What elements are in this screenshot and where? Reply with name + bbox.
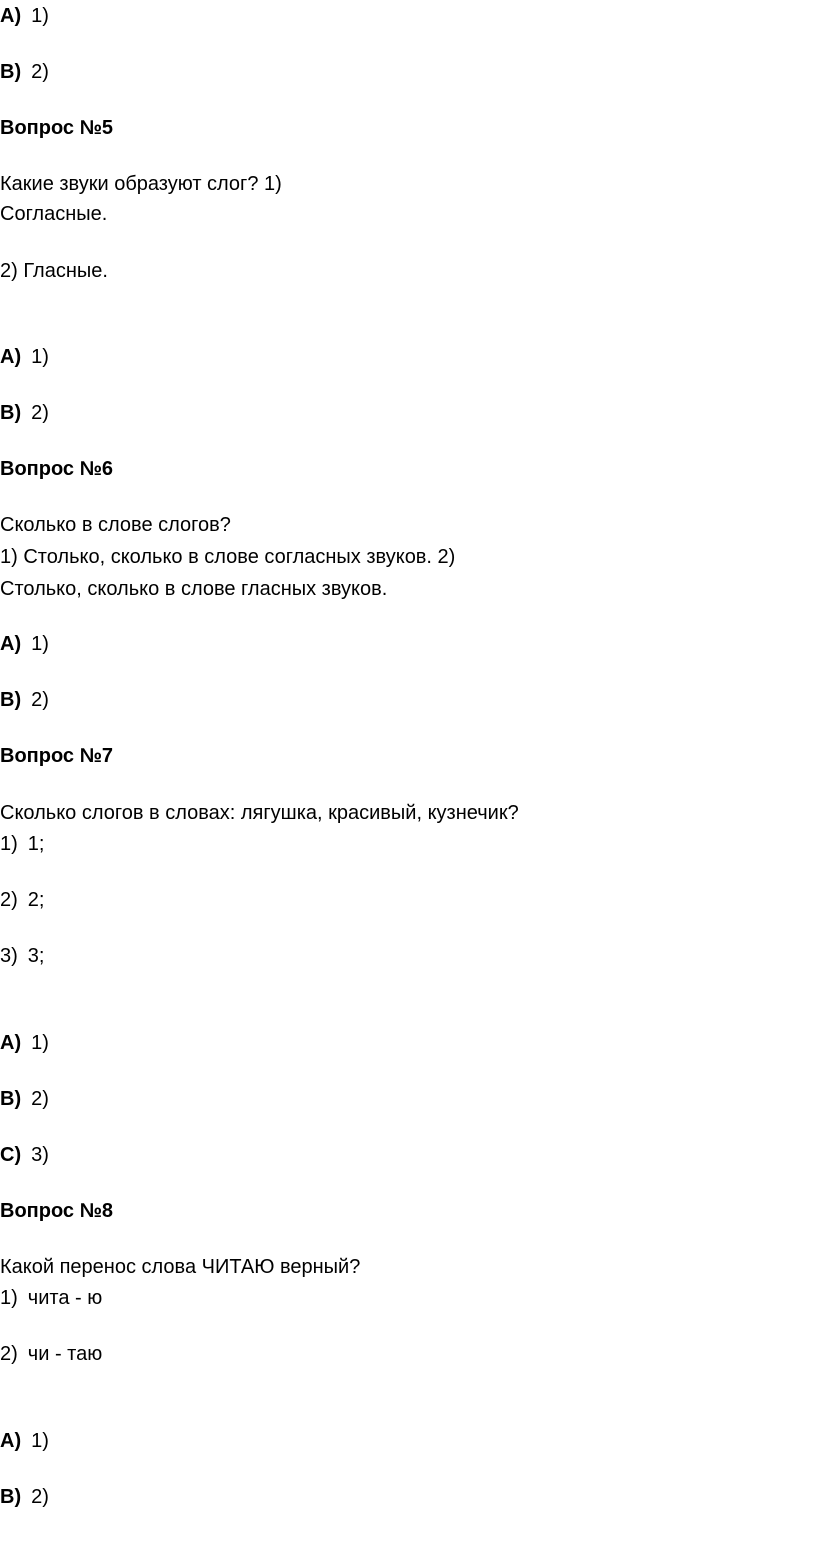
choice-item [0,942,44,970]
option-text: 3) [31,1144,49,1166]
question-text: 1) Столько, сколько в слове согласных звуков. 2) [0,546,456,568]
choice-item [0,1284,102,1312]
choice-text: чи - таю [27,1343,103,1365]
option-letter: B) [0,1088,22,1110]
answer-option[interactable] [0,2,49,30]
answer-option[interactable] [0,58,49,86]
answer-option[interactable] [0,1085,49,1113]
option-text: 2) [31,1088,49,1110]
question-heading: Вопрос №5 [0,117,114,139]
option-letter: A) [0,1430,22,1452]
answer-option[interactable] [0,1029,49,1057]
option-text: 2) [31,402,49,424]
question-text: Сколько в слове слогов? [0,514,231,536]
option-letter: A) [0,5,22,27]
question-heading: Вопрос №7 [0,745,114,767]
option-letter: B) [0,689,22,711]
option-text: 1) [31,1032,49,1054]
choice-item [0,1340,102,1368]
answer-option[interactable] [0,399,49,427]
answer-option[interactable] [0,1427,49,1455]
option-letter: A) [0,1032,22,1054]
choice-text: 3; [27,945,45,967]
answer-option[interactable] [0,343,49,371]
choice-number: 1) [0,1287,18,1309]
choice-number: 1) [0,833,18,855]
choice-number: 2) [0,889,18,911]
question-heading: Вопрос №8 [0,1200,114,1222]
choice-text: 1; [27,833,45,855]
choice-text: 2; [27,889,45,911]
question-text: Сколько слогов в словах: лягушка, красивый, кузнечик? [0,802,519,824]
choice-item [0,830,44,858]
choice-item [0,886,44,914]
option-text: 2) [31,689,49,711]
answer-option[interactable] [0,686,49,714]
option-letter: A) [0,633,22,655]
question-text: 2) Гласные. [0,260,108,282]
option-letter: B) [0,1486,22,1508]
option-letter: A) [0,346,22,368]
option-text: 1) [31,633,49,655]
option-text: 2) [31,61,49,83]
option-text: 1) [31,1430,49,1452]
choice-number: 2) [0,1343,18,1365]
question-heading: Вопрос №6 [0,458,114,480]
option-text: 1) [31,5,49,27]
option-text: 1) [31,346,49,368]
answer-option[interactable] [0,630,49,658]
option-letter: B) [0,61,22,83]
question-text: Столько, сколько в слове гласных звуков. [0,578,388,600]
answer-option[interactable] [0,1141,49,1169]
option-letter: B) [0,402,22,424]
question-text: Согласные. [0,203,108,225]
option-text: 2) [31,1486,49,1508]
choice-number: 3) [0,945,18,967]
question-text: Какой перенос слова ЧИТАЮ верный? [0,1256,361,1278]
choice-text: чита - ю [27,1287,103,1309]
option-letter: C) [0,1144,22,1166]
answer-option[interactable] [0,1483,49,1511]
question-text: Какие звуки образуют слог? 1) [0,173,282,195]
